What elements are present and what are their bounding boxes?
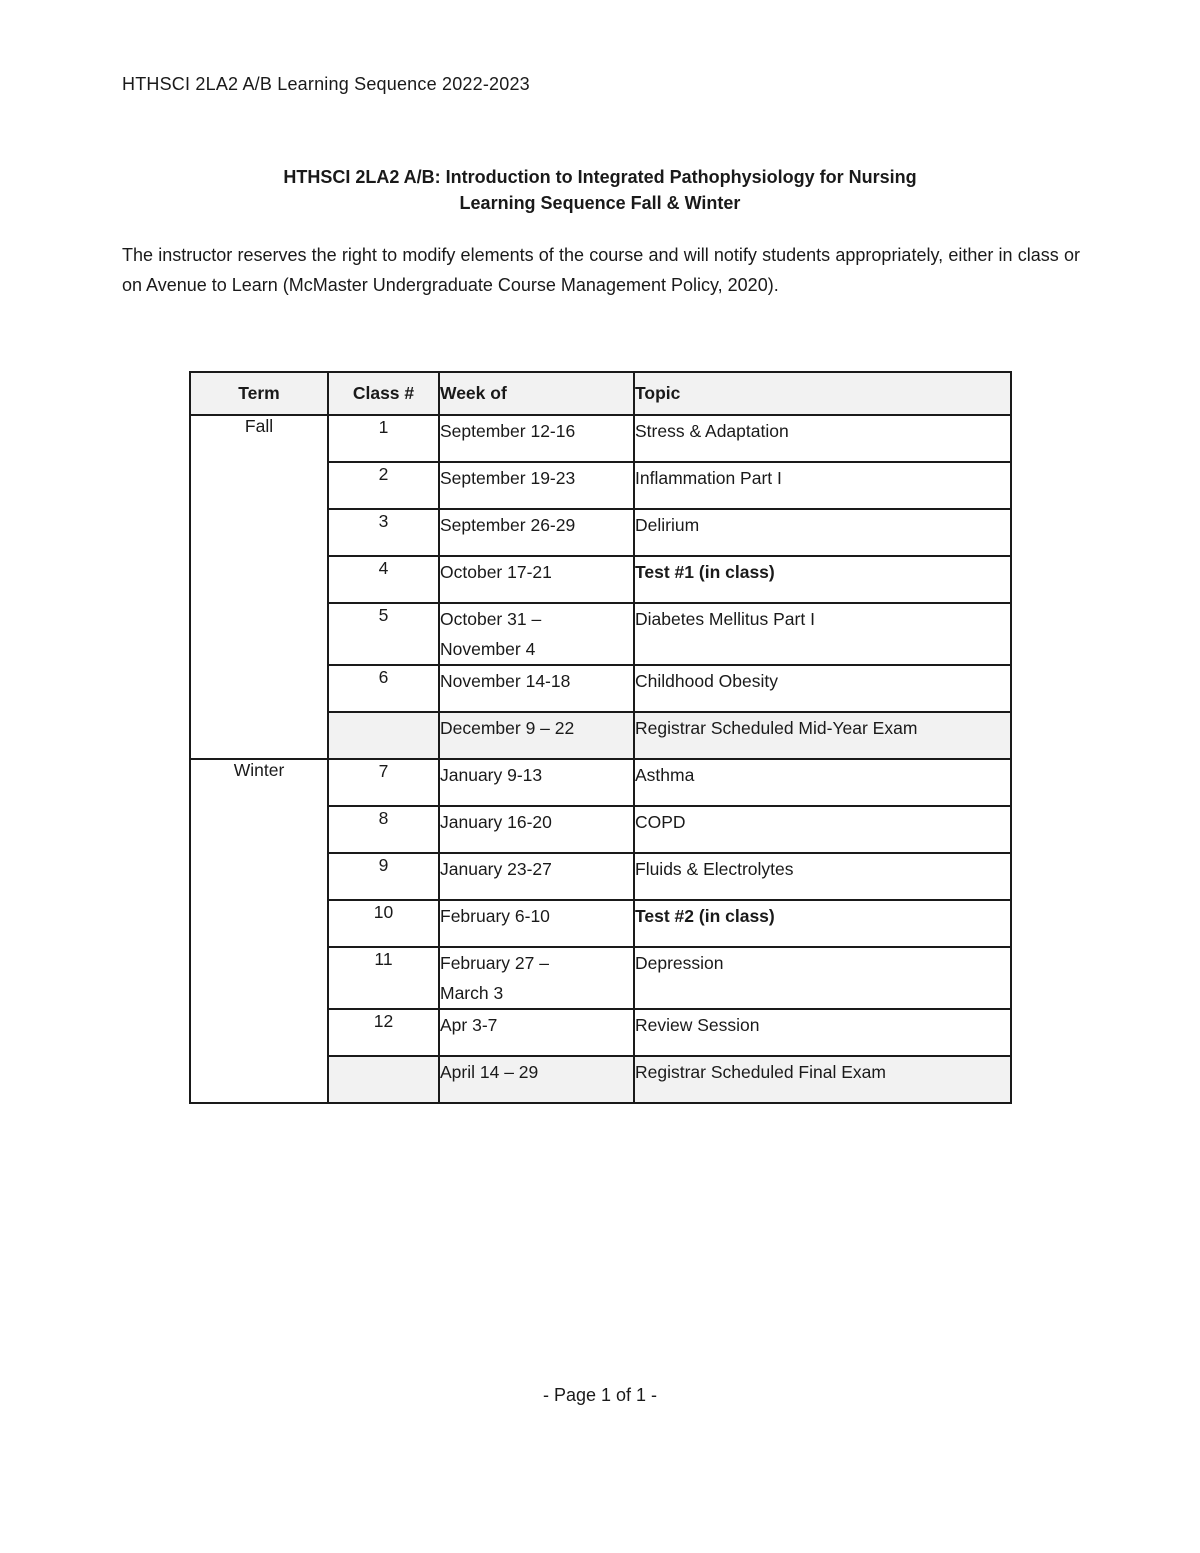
topic-test: Test #2 (in class) [634,900,1011,947]
topic: Diabetes Mellitus Part I [634,603,1011,665]
topic: Registrar Scheduled Final Exam [634,1056,1011,1103]
week-of: January 23-27 [439,853,634,900]
week-of: October 17-21 [439,556,634,603]
header-topic: Topic [634,372,1011,415]
learning-sequence-table [189,371,1012,1104]
table-body [190,415,1011,1103]
week-of: February 27 – March 3 [439,947,634,1009]
topic: Delirium [634,509,1011,556]
header-term: Term [190,372,328,415]
week-of: September 12-16 [439,415,634,462]
page-header: HTHSCI 2LA2 A/B Learning Sequence 2022-2023 [122,74,530,94]
term-winter: Winter [190,759,328,1103]
week-of: April 14 – 29 [439,1056,634,1103]
table-row [190,415,1011,462]
class-number [328,712,439,759]
topic: Depression [634,947,1011,1009]
topic: Asthma [634,759,1011,806]
class-number: 2 [328,462,439,509]
week-of: Apr 3-7 [439,1009,634,1056]
header-class: Class # [328,372,439,415]
intro-paragraph: The instructor reserves the right to modify elements of the course and will notify students appropriately, either in class or on Avenue to Learn (McMaster Undergraduate Course Management Policy, 2020). [122,245,1080,295]
class-number: 3 [328,509,439,556]
week-of: January 16-20 [439,806,634,853]
table-header-row [190,372,1011,415]
class-number [328,1056,439,1103]
class-number: 10 [328,900,439,947]
topic: Childhood Obesity [634,665,1011,712]
topic: Fluids & Electrolytes [634,853,1011,900]
topic-test: Test #1 (in class) [634,556,1011,603]
document-title [0,164,1200,216]
class-number: 6 [328,665,439,712]
header-week: Week of [439,372,634,415]
title-line-2: Learning Sequence Fall & Winter [459,193,741,213]
week-of: December 9 – 22 [439,712,634,759]
week-of: February 6-10 [439,900,634,947]
week-of: January 9-13 [439,759,634,806]
topic: Review Session [634,1009,1011,1056]
topic: COPD [634,806,1011,853]
class-number: 11 [328,947,439,1009]
class-number: 4 [328,556,439,603]
topic: Inflammation Part I [634,462,1011,509]
week-of: November 14-18 [439,665,634,712]
table-row [190,759,1011,806]
week-of: September 26-29 [439,509,634,556]
class-number: 8 [328,806,439,853]
term-fall: Fall [190,415,328,759]
topic: Registrar Scheduled Mid-Year Exam [634,712,1011,759]
page-footer: - Page 1 of 1 - [542,1385,658,1405]
class-number: 9 [328,853,439,900]
class-number: 5 [328,603,439,665]
week-of: September 19-23 [439,462,634,509]
title-line-1: HTHSCI 2LA2 A/B: Introduction to Integrated Pathophysiology for Nursing [283,167,917,187]
topic: Stress & Adaptation [634,415,1011,462]
class-number: 12 [328,1009,439,1056]
class-number: 1 [328,415,439,462]
week-of: October 31 – November 4 [439,603,634,665]
class-number: 7 [328,759,439,806]
